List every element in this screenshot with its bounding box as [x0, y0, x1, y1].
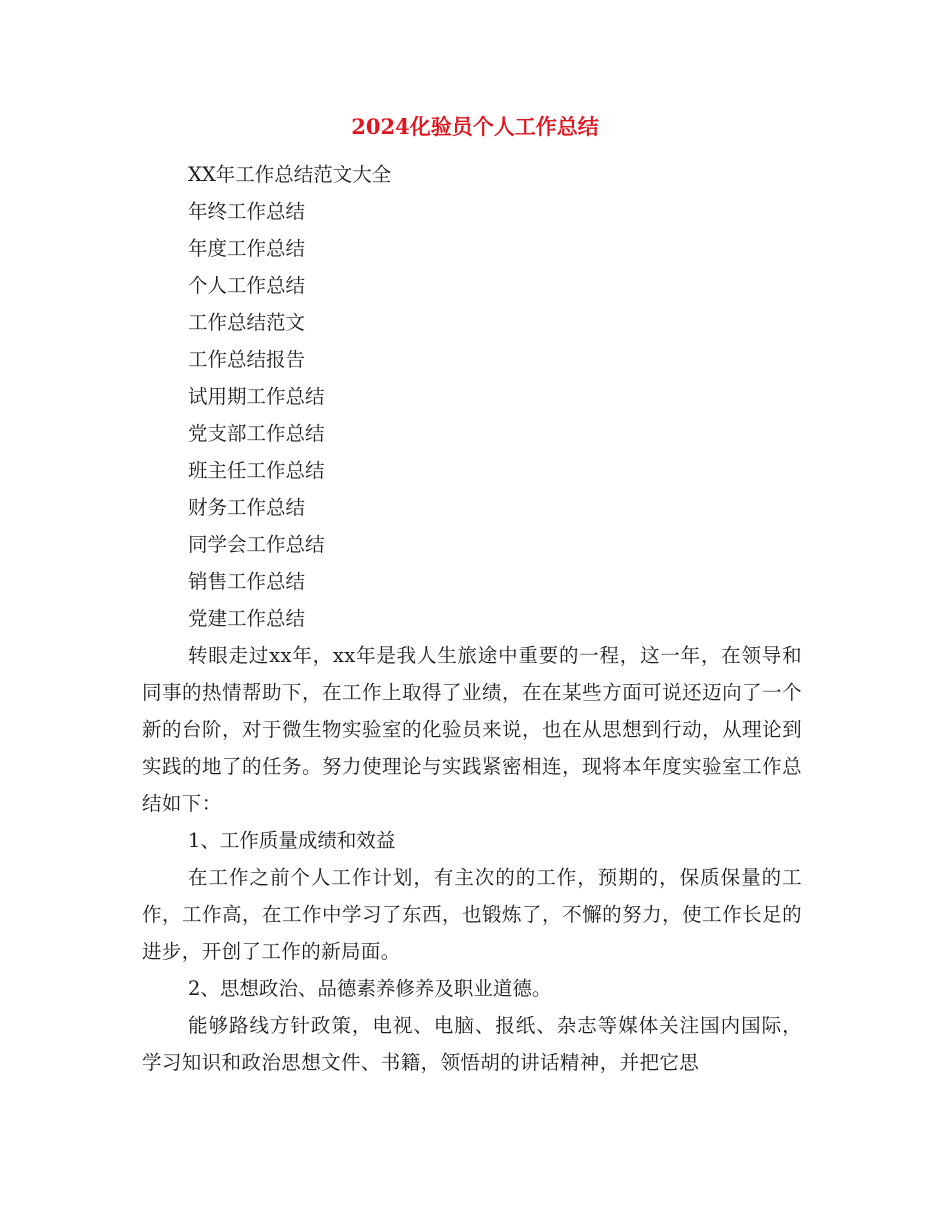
document-title: 2024化验员个人工作总结 — [351, 114, 599, 139]
section2-paragraph: 能够路线方针政策，电视、电脑、报纸、杂志等媒体关注国内国际，学习知识和政治思想文件、书籍，领悟胡的讲话精神，并把它思 — [142, 1014, 802, 1074]
list-item: 年终工作总结 — [188, 200, 306, 223]
list-item: 工作总结报告 — [188, 348, 306, 371]
list-item: XX年工作总结范文大全 — [188, 163, 392, 186]
list-item: 班主任工作总结 — [188, 459, 325, 482]
intro-paragraph: 转眼走过xx年，xx年是我人生旅途中重要的一程，这一年，在领导和同事的热情帮助下，在工作上取得了业绩，在在某些方面可说还迈向了一个新的台阶，对于微生物实验室的化验员来说，也在从思想到行动，从理论到实践的地了的任务。努力使理论与实践紧密相连，现将本年度实验室工作总结如下： — [142, 644, 802, 815]
list-item: 党建工作总结 — [188, 607, 306, 630]
list-item: 个人工作总结 — [188, 274, 306, 297]
list-item: 工作总结范文 — [188, 311, 306, 334]
section1-paragraph: 在工作之前个人工作计划，有主次的的工作，预期的，保质保量的工作，工作高，在工作中学习了东西，也锻炼了，不懈的努力，使工作长足的进步，开创了工作的新局面。 — [142, 866, 802, 963]
list-item: 同学会工作总结 — [188, 533, 325, 556]
list-item: 党支部工作总结 — [188, 422, 325, 445]
list-item: 试用期工作总结 — [188, 385, 325, 408]
section2-heading: 2、思想政治、品德素养修养及职业道德。 — [188, 977, 552, 1000]
document-body — [142, 156, 802, 1081]
list-item: 财务工作总结 — [188, 496, 306, 519]
section1-heading: 1、工作质量成绩和效益 — [188, 829, 396, 852]
list-item: 销售工作总结 — [188, 570, 306, 593]
list-item: 年度工作总结 — [188, 237, 306, 260]
